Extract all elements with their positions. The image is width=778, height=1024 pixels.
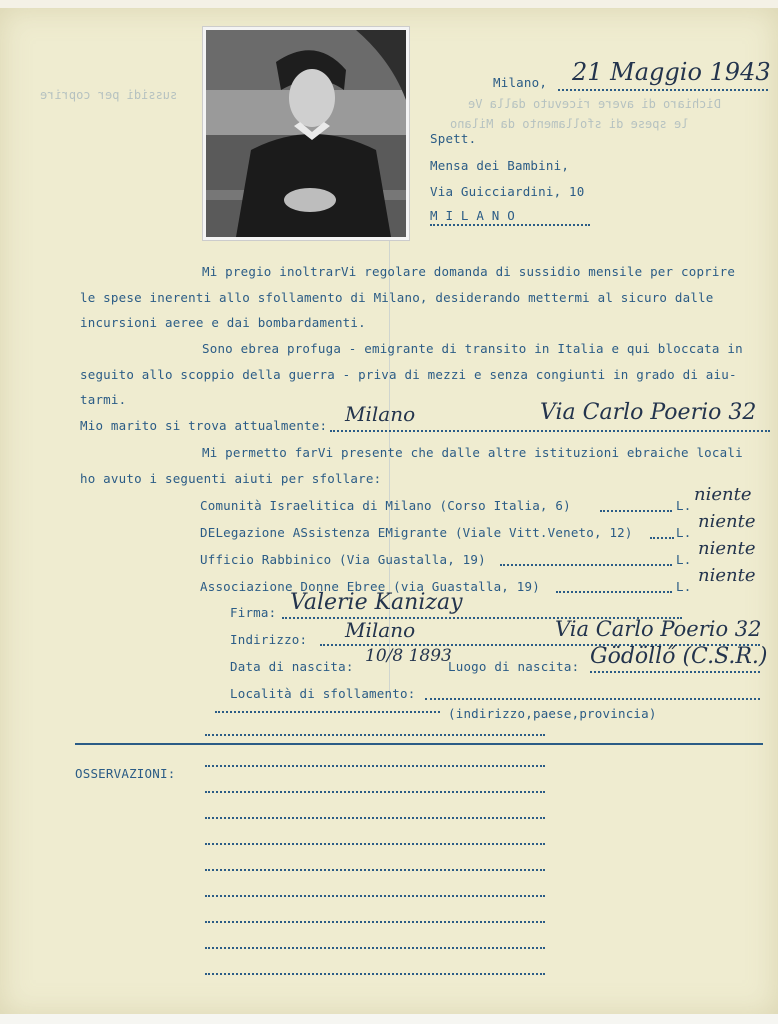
firma-signature: Valerie Kanizay [290, 590, 463, 615]
show-through-left: sussidi per coprire [40, 88, 178, 102]
indirizzo-label: Indirizzo: [230, 632, 308, 647]
localita-line-3 [205, 734, 545, 736]
body-line: tarmi. [80, 392, 127, 407]
body-line: Mi permetto farVi presente che dalle altre istituzioni ebraiche locali [202, 445, 743, 460]
localita-label: Località di sfollamento: [230, 686, 416, 701]
aid-item-amount: niente [698, 538, 756, 559]
aid-item-currency: L. [676, 579, 692, 594]
header-city: Milano, [493, 75, 548, 90]
recipient-salutation: Spett. [430, 131, 477, 146]
aid-item-amount: niente [698, 565, 756, 586]
date-line [558, 89, 768, 91]
husband-address: Via Carlo Poerio 32 [540, 400, 757, 425]
body-line: seguito allo scoppio della guerra - priva di mezzi e senza congiunti in grado di aiu- [80, 367, 737, 382]
localita-line [425, 698, 760, 700]
recipient-underline [430, 224, 590, 226]
body-line: incursioni aeree e dai bombardamenti. [80, 315, 366, 330]
aid-item-dots [650, 537, 674, 539]
recipient-name: Mensa dei Bambini, [430, 158, 570, 173]
osservazioni-line [205, 791, 545, 793]
luogo-line [590, 671, 760, 673]
aid-item-label: Comunità Israelitica di Milano (Corso Italia, 6) [200, 498, 571, 513]
body-line: Sono ebrea profuga - emigrante di transito in Italia e qui bloccata in [202, 341, 743, 356]
osservazioni-line [205, 973, 545, 975]
portrait-photo [203, 27, 409, 240]
osservazioni-line [205, 895, 545, 897]
luogo-nascita-value: Gödöllő (C.S.R.) [590, 644, 768, 669]
osservazioni-line [205, 869, 545, 871]
osservazioni-label: OSSERVAZIONI: [75, 766, 176, 781]
husband-city: Milano [345, 402, 416, 426]
aid-item-amount: niente [694, 484, 752, 505]
firma-label: Firma: [230, 605, 277, 620]
section-divider [75, 743, 763, 745]
indirizzo-street: Via Carlo Poerio 32 [555, 617, 762, 641]
aid-item-dots [556, 591, 672, 593]
aid-item-label: DELegazione ASsistenza EMigrante (Viale Vitt.Veneto, 12) [200, 525, 633, 540]
osservazioni-line [205, 843, 545, 845]
body-line: ho avuto i seguenti aiuti per sfollare: [80, 471, 382, 486]
osservazioni-line [205, 765, 545, 767]
body-line: Mi pregio inoltrarVi regolare domanda di sussidio mensile per coprire [202, 264, 736, 279]
osservazioni-line [205, 921, 545, 923]
aid-item-amount: niente [698, 511, 756, 532]
aid-item-dots [600, 510, 672, 512]
aid-item-dots [500, 564, 672, 566]
aid-item-currency: L. [676, 552, 692, 567]
scan-margin [0, 1014, 778, 1024]
data-nascita-label: Data di nascita: [230, 659, 354, 674]
header-date: 21 Maggio 1943 [572, 58, 771, 86]
show-through-right-1: Dichiaro di avere ricevuto dalla Ve [468, 97, 721, 111]
husband-label: Mio marito si trova attualmente: [80, 418, 328, 433]
localita-hint: (indirizzo,paese,provincia) [448, 706, 657, 721]
osservazioni-line [205, 947, 545, 949]
husband-line [330, 430, 770, 432]
aid-item-currency: L. [676, 498, 692, 513]
data-nascita-value: 10/8 1893 [365, 646, 452, 666]
body-line: le spese inerenti allo sfollamento di Milano, desiderando mettermi al sicuro dalle [80, 290, 714, 305]
luogo-nascita-label: Luogo di nascita: [448, 659, 580, 674]
aid-item-label: Ufficio Rabbinico (Via Guastalla, 19) [200, 552, 486, 567]
localita-line-2 [215, 711, 440, 713]
indirizzo-city: Milano [345, 618, 416, 642]
show-through-right-2: le spese di sfollamento da Milano [450, 117, 689, 131]
aid-item-currency: L. [676, 525, 692, 540]
recipient-street: Via Guicciardini, 10 [430, 184, 585, 199]
recipient-city: M I L A N O [430, 208, 515, 223]
osservazioni-line [205, 817, 545, 819]
aid-item-label: Associazione Donne Ebree (via Guastalla, 19) [200, 579, 540, 594]
